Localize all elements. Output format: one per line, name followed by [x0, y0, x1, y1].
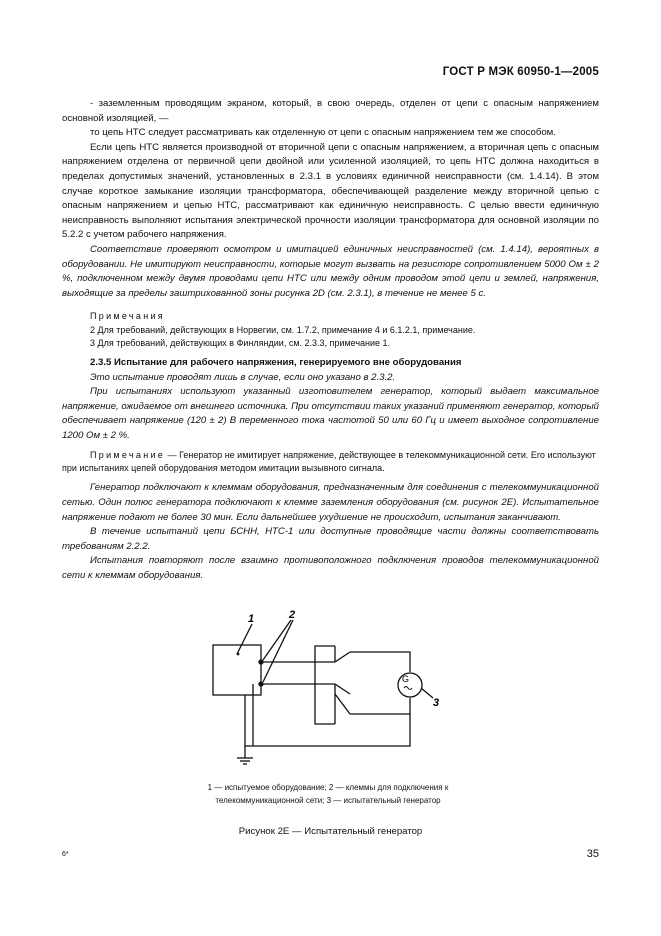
paragraph: то цепь НТС следует рассматривать как отделенную от цепи с опасным напряжением тем же способом.	[90, 127, 556, 139]
note-item: 3 Для требований, действующих в Финляндии, см. 2.3.3, примечание 1.	[90, 337, 391, 348]
figure-legend: 1 — испытуемое оборудование; 2 — клеммы для подключения к телекоммуникационной сети; 3 — испытательный генератор	[207, 783, 449, 805]
generator-g-glyph: G	[402, 674, 410, 684]
note-label: Примечание	[90, 450, 166, 461]
document-header: ГОСТ Р МЭК 60950-1—2005	[442, 66, 599, 78]
paragraph: При испытаниях используют указанный изготовителем генератор, который выдает максимальное напряжение, ожидаемое от внешнего источника. При отсутствии таких указаний применяют генератор, который обеспечивает напряжение (120 ± 2) В переменного тока частотой 50 или 60 Гц и имеет выходное сопротивление 1200 Ом ± 2 %.	[62, 386, 599, 441]
paragraph: Если цепь НТС является производной от вторичной цепи с опасным напряжением, а вторичная цепь с опасным напряжением отделена от первичной цепи двойной или усиленной изоляцией, то цепь НТС должна находиться в пределах допустимых значений, установленных в 2.3.1 в условиях единичной неисправности (см. 1.4.14). В этом случае короткое замыкание изоляции трансформатора, обеспечивающей разделение между вторичной цепью с опасным напряжением и цепью НТС, рассматривают как единичную неисправность. С целью ввести единичную неисправность выполняют испытания электрической прочности изоляции трансформатора для основной изоляции по 5.2.2 с учетом рабочего напряжения.	[62, 141, 599, 241]
figure-label-1: 1	[248, 613, 255, 625]
note-text: — Генератор не имитирует напряжение, действующее в телекоммуникационной сети. Его используют при испытаниях цепей оборудования методом имитации вызывного сигнала.	[62, 450, 596, 474]
note-item	[62, 449, 599, 475]
footer-signature-mark: 6*	[62, 851, 69, 858]
paragraph: Испытания повторяют после взаимно противоположного подключения проводов телекоммуникационной сети к клеммам оборудования.	[62, 555, 599, 582]
figure-title: Рисунок 2E — Испытательный генератор	[238, 826, 423, 837]
equipment-box	[213, 645, 261, 695]
section-heading: 2.3.5 Испытание для рабочего напряжения, генерируемого вне оборудования	[90, 356, 462, 368]
paragraph: Генератор подключают к клеммам оборудования, предназначенным для соединения с телекоммуникационной сетью. Один полюс генератора подключают к клемме заземления оборудования (см. рисунок 2E). Испытательное напряжение подают не более 30 мин. Если дальнейшее ухудшение не происходит, испытания заканчивают.	[62, 482, 599, 523]
document-body	[62, 97, 599, 584]
paragraph: - заземленным проводящим экраном, который, в свою очередь, отделен от цепи с опасным напряжением основной изоляцией, —	[62, 98, 599, 124]
paragraph: Это испытание проводят лишь в случае, если оно указано в 2.3.2.	[90, 371, 396, 383]
paragraph: В течение испытаний цепи БСНН, НТС-1 или доступные проводящие части должны соответствовать требованиям 2.2.2.	[62, 526, 599, 552]
notes-heading: Примечания	[90, 311, 165, 322]
compliance-paragraph: Соответствие проверяют осмотром и имитацией единичных неисправностей (см. 1.4.14), вероятных в оборудовании. Не имитируют неисправности, которые могут вызвать на резисторе сопротивлением 5000 Ом ± 2 %, подключенном между двумя проводами цепи НТС или между одним проводом этой цепи и землей, напряжения, выходящие за пределы заштрихованной зоны рисунка 2D (см. 2.3.1), в течение не менее 5 с.	[62, 243, 599, 299]
page-number: 35	[586, 848, 599, 860]
test-generator-diagram	[205, 602, 445, 772]
figure-label-3: 3	[433, 697, 440, 709]
note-item: 2 Для требований, действующих в Норвегии, см. 1.7.2, примечание 4 и 6.1.2.1, примечание.	[90, 324, 476, 335]
figure-label-2: 2	[289, 609, 296, 621]
